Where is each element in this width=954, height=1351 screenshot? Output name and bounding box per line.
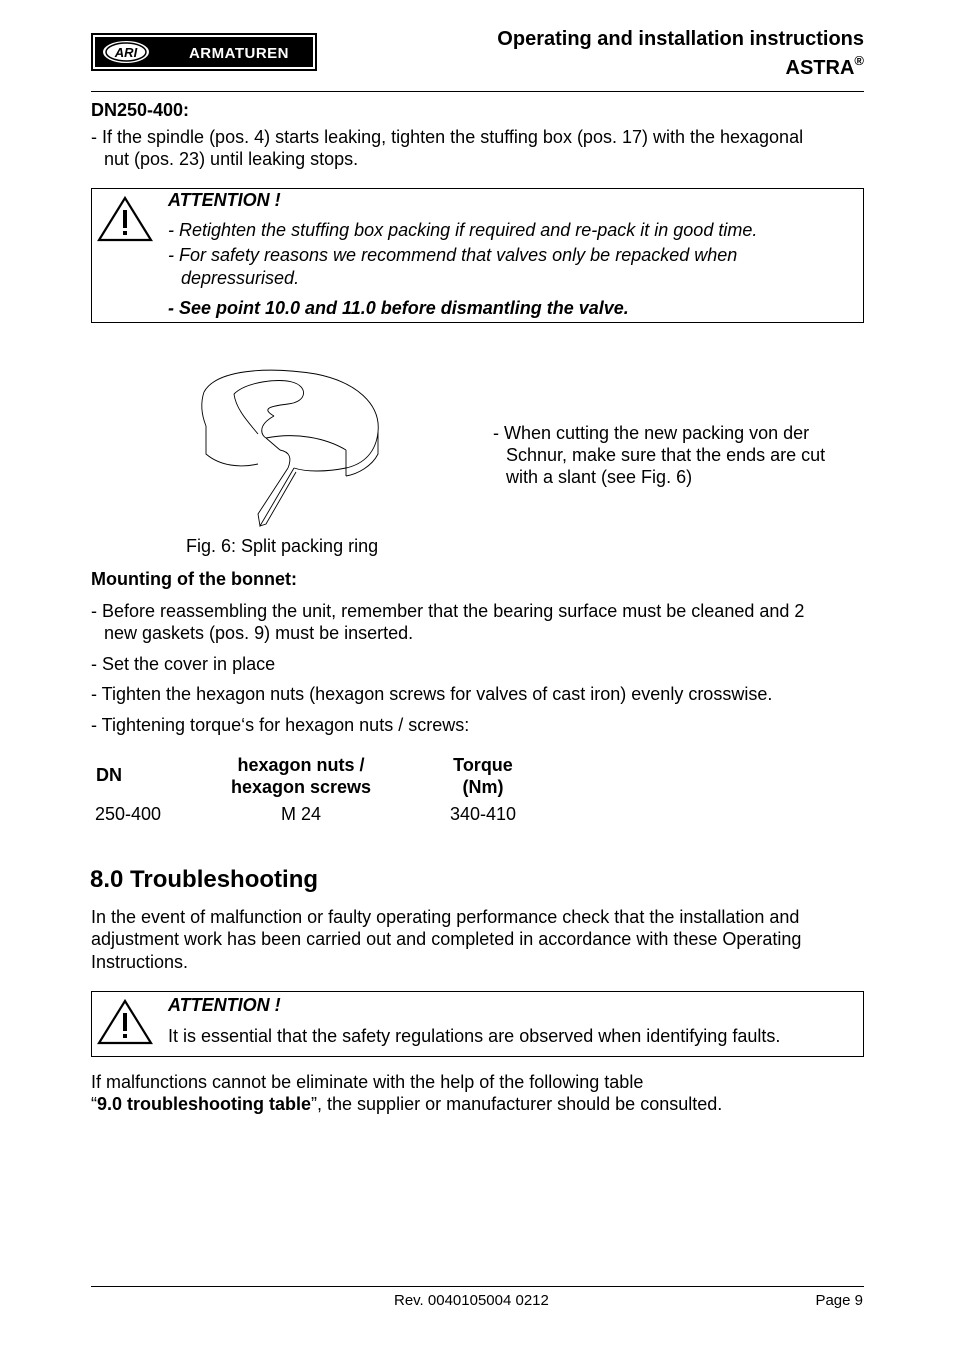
- torque-table: [91, 752, 541, 832]
- closing-open-quote: “: [91, 1094, 97, 1114]
- dn-text-line1: - If the spindle (pos. 4) starts leaking, tighten the stuffing box (pos. 17) with the hexagonal: [91, 127, 804, 147]
- figure-note-line1: - When cutting the new packing von der: [493, 423, 810, 443]
- troubleshooting-para-line3: Instructions.: [91, 952, 189, 972]
- troubleshooting-table-reference: 9.0 troubleshooting table: [97, 1094, 312, 1114]
- closing-line1: If malfunctions cannot be eliminate with the help of the following table: [91, 1072, 644, 1092]
- ari-armaturen-logo: [91, 33, 317, 71]
- troubleshooting-heading: 8.0 Troubleshooting: [90, 866, 319, 893]
- mounting-bullet-3: - Tighten the hexagon nuts (hexagon screws for valves of cast iron) evenly crosswise.: [91, 684, 773, 704]
- dn-heading: DN250-400:: [91, 100, 190, 120]
- page-number: Page 9: [815, 1292, 863, 1309]
- mounting-bullet-2: - Set the cover in place: [91, 654, 276, 674]
- attention-item-1: - Retighten the stuffing box packing if required and re-pack it in good time.: [168, 220, 758, 240]
- product-label: ASTRA: [785, 57, 855, 79]
- attention-text-2: It is essential that the safety regulations are observed when identifying faults.: [168, 1026, 781, 1046]
- closing-line2: [91, 1093, 722, 1115]
- svg-text:ARI: ARI: [114, 45, 138, 60]
- dn-text-line2: nut (pos. 23) until leaking stops.: [104, 149, 359, 169]
- revision-number: Rev. 0040105004 0212: [394, 1292, 549, 1309]
- table-header-dn: DN: [96, 765, 122, 785]
- svg-text:ARMATUREN: ARMATUREN: [188, 45, 290, 62]
- table-cell-dn: 250-400: [95, 804, 162, 824]
- figure-note-line3: with a slant (see Fig. 6): [506, 467, 693, 487]
- closing-rest: ”, the supplier or manufacturer should be consulted.: [311, 1094, 723, 1114]
- mounting-bullet-1a: - Before reassembling the unit, remember that the bearing surface must be cleaned and 2: [91, 601, 805, 621]
- registered-mark: ®: [854, 53, 864, 68]
- figure-note-line2: Schnur, make sure that the ends are cut: [506, 445, 826, 465]
- attention-item-2b: depressurised.: [181, 268, 300, 288]
- table-header-torque-a: Torque: [453, 755, 513, 775]
- product-name: [786, 55, 864, 81]
- attention-item-3: - See point 10.0 and 11.0 before dismantling the valve.: [168, 298, 629, 318]
- footer-divider: [91, 1286, 864, 1287]
- figure-caption: Fig. 6: Split packing ring: [186, 536, 379, 556]
- warning-triangle-icon: [96, 195, 154, 243]
- table-cell-torque: 340-410: [449, 804, 517, 824]
- mounting-bullet-1b: new gaskets (pos. 9) must be inserted.: [104, 623, 414, 643]
- attention-title-1: ATTENTION !: [168, 190, 281, 210]
- warning-triangle-icon: [96, 998, 154, 1046]
- attention-item-2a: - For safety reasons we recommend that valves only be repacked when: [168, 245, 738, 265]
- attention-title-2: ATTENTION !: [168, 995, 281, 1015]
- mounting-heading: Mounting of the bonnet:: [91, 569, 297, 589]
- table-cell-thread: M 24: [280, 804, 322, 824]
- document-title: Operating and installation instructions: [497, 28, 864, 50]
- attention-box-1: [91, 188, 864, 323]
- table-header-torque-b: (Nm): [462, 777, 504, 797]
- split-packing-ring-figure: [196, 364, 386, 530]
- troubleshooting-para-line2: adjustment work has been carried out and completed in accordance with these Operating: [91, 929, 802, 949]
- troubleshooting-para-line1: In the event of malfunction or faulty operating performance check that the installation and: [91, 907, 800, 927]
- mounting-bullet-4: - Tightening torque‘s for hexagon nuts / screws:: [91, 715, 470, 735]
- attention-box-2: [91, 991, 864, 1057]
- header-divider: [91, 91, 864, 92]
- table-header-thread-a: hexagon nuts /: [237, 755, 365, 775]
- table-header-thread-b: hexagon screws: [230, 777, 372, 797]
